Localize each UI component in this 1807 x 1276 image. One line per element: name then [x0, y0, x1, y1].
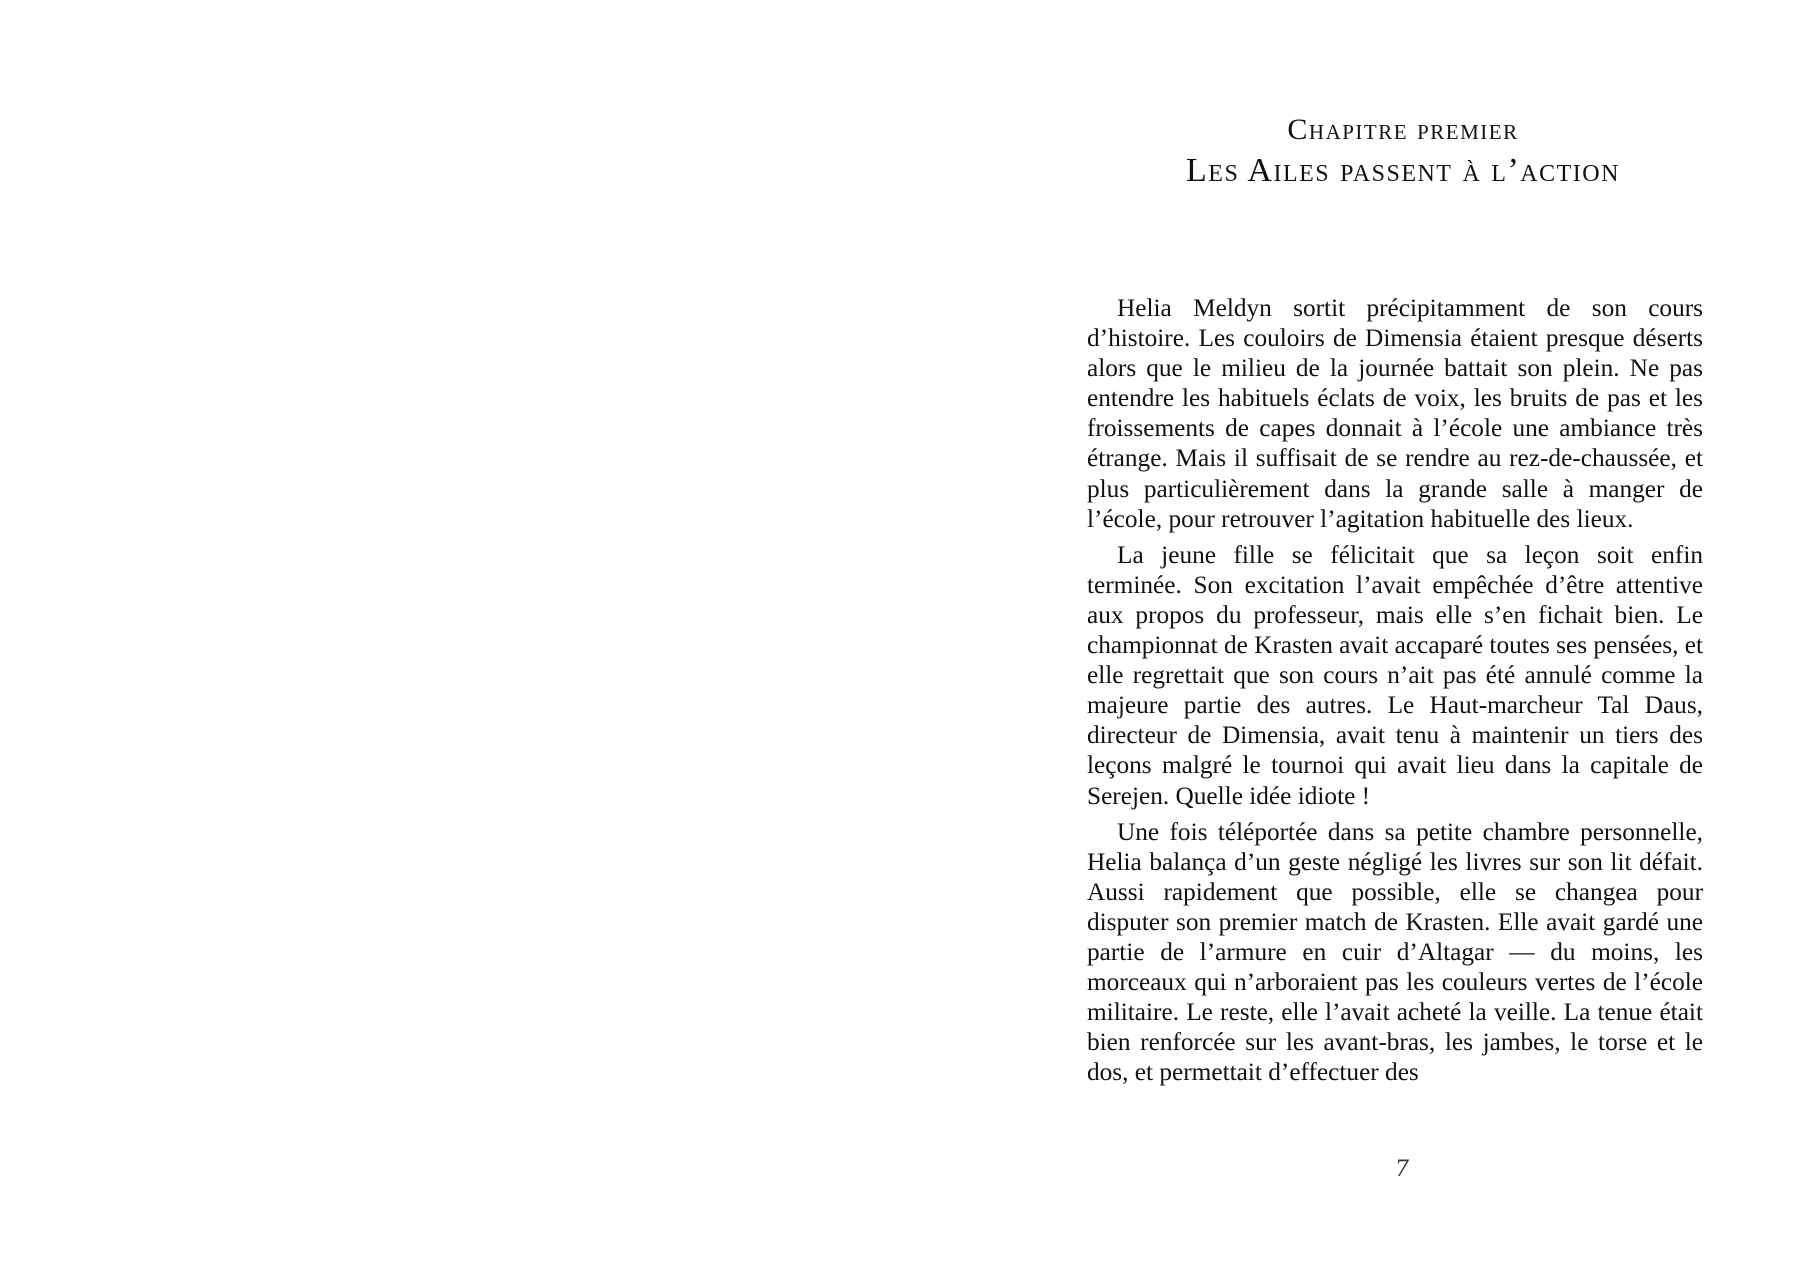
paragraph: Helia Meldyn sortit précipitamment de son cours d’histoire. Les couloirs de Dimensia étaient presque déserts alors que le milieu de la journée battait son plein. Ne pas entendre les habituels éclats de voix, les bruits de pas et les froissements de capes donnait à l’école une ambiance très étrange. Mais il suffisait de se rendre au rez-de-chaussée, et plus particulièrement dans la grande salle à manger de l’école, pour retrouver l’agitation habituelle des lieux. [1087, 294, 1703, 533]
left-page-blank [0, 0, 903, 1276]
paragraph: Une fois téléportée dans sa petite chambre personnelle, Helia balança d’un geste négligé les livres sur son lit défait. Aussi rapidement que possible, elle se changea pour disputer son premier match de Krasten. Elle avait gardé une partie de l’armure en cuir d’Altagar — du moins, les morceaux qui n’arboraient pas les couleurs vertes de l’école militaire. Le reste, elle l’avait acheté la veille. La tenue était bien renforcée sur les avant-bras, les jambes, le torse et le dos, et permettait d’effectuer des [1087, 817, 1703, 1087]
right-page [903, 0, 1807, 1276]
chapter-title: Les Ailes passent à l’action [1186, 152, 1620, 189]
chapter-heading [1093, 110, 1713, 192]
page-number: 7 [1395, 1157, 1409, 1182]
chapter-label: Chapitre premier [1287, 113, 1519, 146]
body-text [1087, 293, 1703, 1093]
paragraph: La jeune fille se félicitait que sa leçon soit enfin terminée. Son excitation l’avait empêchée d’être attentive aux propos du professeur, mais elle s’en fichait bien. Le championnat de Krasten avait accaparé toutes ses pensées, et elle regrettait que son cours n’ait pas été annulé comme la majeure partie des autres. Le Haut-marcheur Tal Daus, directeur de Dimensia, avait tenu à maintenir un tiers des leçons malgré le tournoi qui avait lieu dans la capitale de Serejen. Quelle idée idiote ! [1087, 540, 1703, 810]
